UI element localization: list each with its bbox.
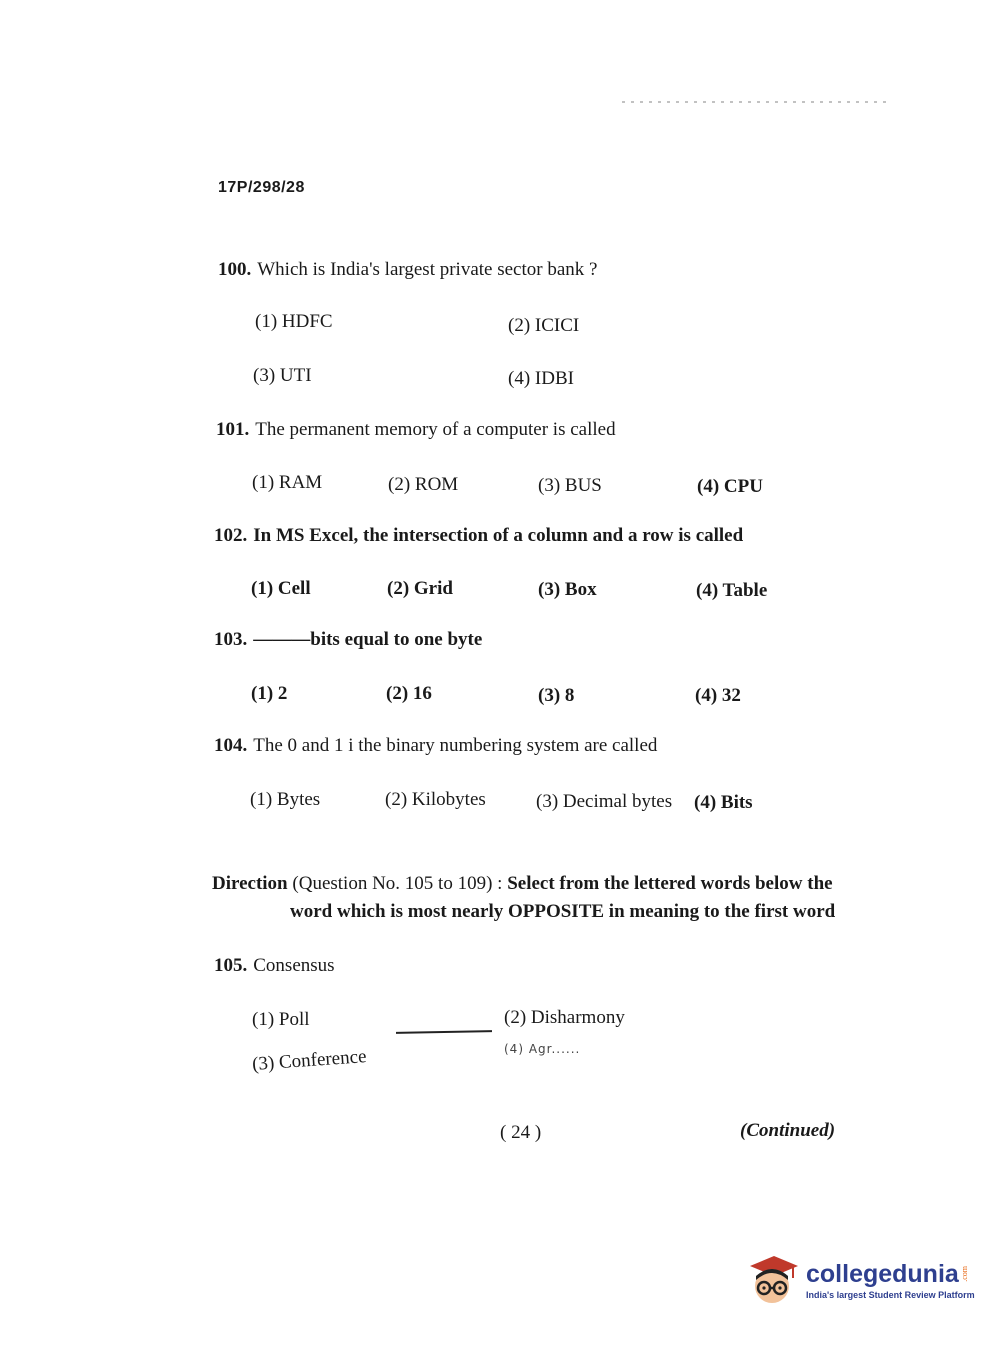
- page-number: ( 24 ): [500, 1122, 542, 1143]
- option-100-1: (1) HDFC: [255, 311, 333, 332]
- question-number: 101.: [216, 419, 250, 440]
- option-102-3: (3) Box: [538, 579, 597, 600]
- question-105: [214, 955, 335, 977]
- option-102-4: (4) Table: [696, 580, 768, 601]
- option-102-2: (2) Grid: [387, 578, 453, 599]
- option-103-4: (4) 32: [695, 685, 741, 706]
- question-number: 105.: [214, 955, 248, 976]
- direction-block: [212, 870, 835, 926]
- question-101: [216, 419, 616, 441]
- direction-text-1: Select from the lettered words below the: [507, 873, 833, 894]
- question-text: Consensus: [253, 955, 335, 976]
- question-number: 102.: [214, 525, 248, 546]
- question-100: [218, 259, 597, 281]
- scan-noise: [622, 101, 892, 103]
- direction-line-2: word which is most nearly OPPOSITE in meaning to the first word: [290, 901, 836, 922]
- option-103-3: (3) 8: [538, 685, 575, 706]
- brand-tagline: India's largest Student Review Platform: [806, 1289, 975, 1300]
- option-101-4: (4) CPU: [697, 476, 763, 497]
- option-105-2: (2) Disharmony: [504, 1007, 625, 1028]
- question-text: Which is India's largest private sector bank ?: [257, 259, 598, 280]
- question-text: The permanent memory of a computer is called: [255, 419, 616, 440]
- mascot-icon: [744, 1252, 800, 1308]
- option-105-4: (4) Agr......: [504, 1042, 581, 1056]
- option-100-4: (4) IDBI: [508, 368, 574, 389]
- option-105-3: (3) Conference: [251, 1046, 368, 1076]
- continued-label: (Continued): [740, 1120, 836, 1141]
- option-101-1: (1) RAM: [252, 472, 323, 493]
- option-102-1: (1) Cell: [251, 578, 311, 599]
- option-105-1: (1) Poll: [252, 1009, 310, 1030]
- question-number: 103.: [214, 629, 248, 650]
- brand-dotcom: .com: [959, 1265, 969, 1282]
- option-104-3: (3) Decimal bytes: [536, 791, 673, 812]
- option-104-4: (4) Bits: [694, 792, 753, 813]
- handwritten-line: [396, 1030, 492, 1034]
- question-number: 104.: [214, 735, 248, 756]
- option-101-2: (2) ROM: [388, 474, 459, 495]
- option-101-3: (3) BUS: [538, 475, 602, 496]
- question-102: [214, 525, 743, 547]
- question-text: In MS Excel, the intersection of a column and a row is called: [253, 525, 744, 546]
- question-number: 100.: [218, 259, 252, 280]
- logo-text-block: [806, 1261, 975, 1300]
- direction-line-1: [212, 870, 835, 898]
- direction-range: (Question No. 105 to 109) :: [292, 873, 503, 894]
- paper-code: 17P/298/28: [218, 179, 305, 196]
- option-100-3: (3) UTI: [253, 365, 312, 386]
- option-103-1: (1) 2: [251, 683, 288, 704]
- question-103: [214, 629, 482, 651]
- option-104-2: (2) Kilobytes: [385, 789, 486, 810]
- direction-label: Direction: [212, 873, 288, 894]
- question-text: bits equal to one byte: [310, 629, 483, 650]
- option-104-1: (1) Bytes: [250, 789, 321, 810]
- option-103-2: (2) 16: [386, 683, 432, 704]
- blank-line: ———: [253, 629, 311, 650]
- brand-name: collegedunia: [806, 1259, 959, 1288]
- option-100-2: (2) ICICI: [508, 315, 580, 336]
- question-104: [214, 735, 657, 757]
- question-text: The 0 and 1 i the binary numbering system are called: [253, 735, 658, 756]
- collegedunia-watermark: [744, 1252, 975, 1308]
